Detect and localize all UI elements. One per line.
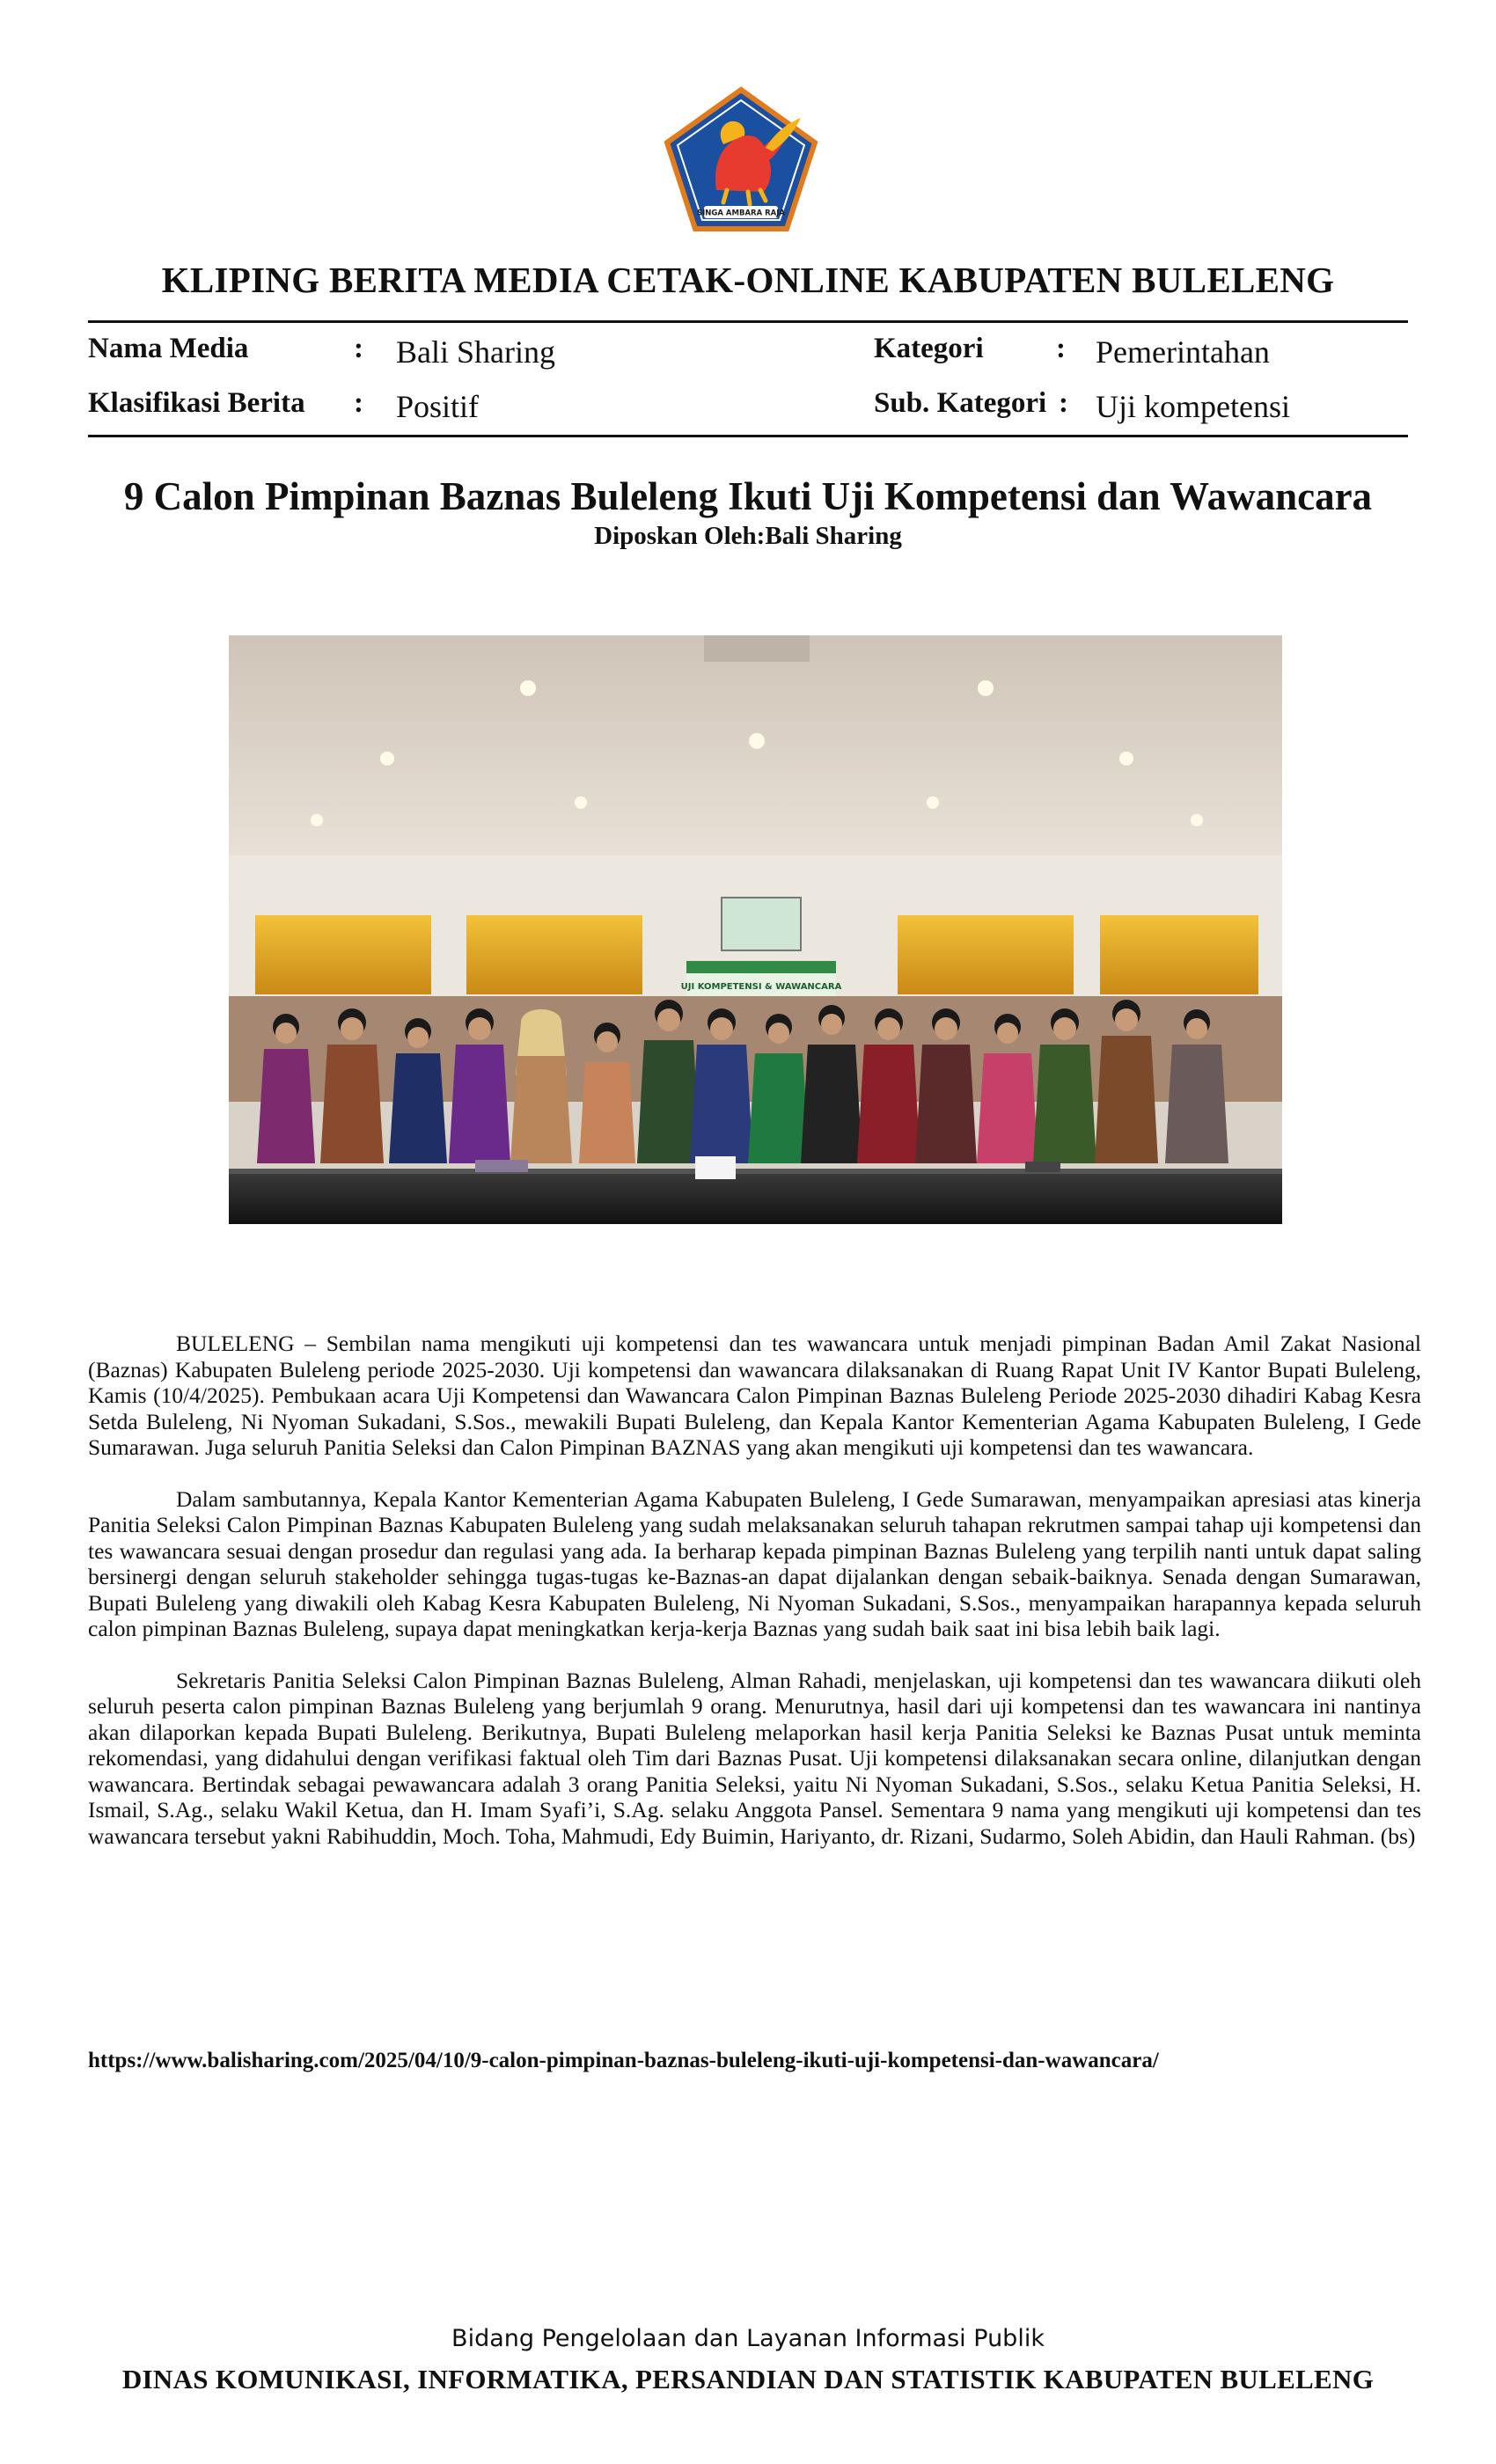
- meta-value-kategori: Pemerintahan: [1096, 334, 1270, 370]
- footer-agency: DINAS KOMUNIKASI, INFORMATIKA, PERSANDIAN DAN STATISTIK KABUPATEN BULELENG: [121, 2364, 1375, 2394]
- photo-banner-text: UJI KOMPETENSI & WAWANCARA: [680, 982, 842, 992]
- article-byline: Diposkan Oleh:Bali Sharing: [594, 522, 902, 550]
- meta-label-sub-kategori: Sub. Kategori: [874, 387, 1047, 419]
- article-body: [88, 1331, 1421, 1874]
- meta-value-sub-kategori: Uji kompetensi: [1096, 389, 1290, 424]
- meta-label-kategori: Kategori: [874, 333, 984, 364]
- meta-colon: :: [354, 387, 363, 419]
- divider-top: [88, 320, 1408, 323]
- meta-colon: :: [354, 333, 363, 364]
- meta-value-nama-media: Bali Sharing: [396, 334, 555, 370]
- source-url-link[interactable]: https://www.balisharing.com/2025/04/10/9-calon-pimpinan-baznas-buleleng-ikuti-uji-kompetensi-dan-wawancara/: [88, 2049, 1159, 2072]
- divider-bottom: [88, 435, 1408, 437]
- meta-colon: :: [1059, 387, 1068, 419]
- singa-ambara-raja-crest-icon: [662, 86, 820, 234]
- meta-colon: :: [1056, 333, 1066, 364]
- meta-value-klasifikasi: Positif: [396, 389, 480, 424]
- article-paragraph: Dalam sambutannya, Kepala Kantor Kementerian Agama Kabupaten Buleleng, I Gede Sumarawan, menyampaikan apresiasi atas kinerja Panitia Seleksi Calon Pimpinan Baznas Kabupaten Buleleng yang sudah melaksanakan seluruh tahapan rekrutmen sampai tahap uji kompetensi dan tes wawancara sesuai dengan prosedur dan regulasi yang ada. Ia berharap kepada pimpinan Baznas Buleleng yang terpilih nanti untuk dapat saling bersinergi dengan seluruh stakeholder sehingga tugas-tugas ke-Baznas-an dapat dijalankan dengan sebaik-baiknya. Senada dengan Sumarawan, Bupati Buleleng yang diwakili oleh Kabag Kesra Kabupaten Buleleng, Ni Nyoman Sukadani, S.Sos., menyampaikan harapannya kepada seluruh calon pimpinan Baznas Buleleng, supaya dapat meningkatkan kerja-kerja Baznas yang sudah baik saat ini bisa lebih baik lagi.: [88, 1485, 1421, 1641]
- article-paragraph: Sekretaris Panitia Seleksi Calon Pimpinan Baznas Buleleng, Alman Rahadi, menjelaskan, uji kompetensi dan tes wawancara diikuti oleh seluruh peserta calon pimpinan Baznas Buleleng yang berjumlah 9 orang. Menurutnya, hasil dari uji kompetensi dan tes wawancara ini nantinya akan dilaporkan kepada Bupati Buleleng. Berikutnya, Bupati Buleleng melaporkan hasil kerja Panitia Seleksi ke Baznas Pusat untuk meminta rekomendasi, yang didahului dengan verifikasi faktual oleh Tim dari Baznas Pusat. Uji kompetensi dilaksanakan secara online, dilanjutkan dengan wawancara. Bertindak sebagai pewawancara adalah 3 orang Panitia Seleksi, yaitu Ni Nyoman Sukadani, S.Sos., selaku Ketua Panitia Seleksi, H. Ismail, S.Ag., selaku Wakil Ketua, dan H. Imam Syafi’i, S.Ag. selaku Anggota Pansel. Sementara 9 nama yang mengikuti uji kompetensi dan tes wawancara tersebut yakni Rabihuddin, Moch. Toha, Mahmudi, Edy Buimin, Hariyanto, dr. Rizani, Sudarmo, Soleh Abidin, dan Hauli Rahman. (bs): [88, 1667, 1421, 1849]
- article-headline: 9 Calon Pimpinan Baznas Buleleng Ikuti Uji Kompetensi dan Wawancara: [123, 474, 1373, 518]
- meta-label-klasifikasi: Klasifikasi Berita: [88, 387, 305, 419]
- clipping-title: KLIPING BERITA MEDIA CETAK-ONLINE KABUPATEN BULELENG: [161, 260, 1335, 300]
- meta-label-nama-media: Nama Media: [88, 333, 249, 364]
- article-paragraph: BULELENG – Sembilan nama mengikuti uji kompetensi dan tes wawancara untuk menjadi pimpinan Badan Amil Zakat Nasional (Baznas) Kabupaten Buleleng periode 2025-2030. Uji kompetensi dan wawancara dilaksanakan di Ruang Rapat Unit IV Kantor Bupati Buleleng, Kamis (10/4/2025). Pembukaan acara Uji Kompetensi dan Wawancara Calon Pimpinan Baznas Buleleng Periode 2025-2030 dihadiri Kabag Kesra Setda Buleleng, Ni Nyoman Sukadani, S.Sos., mewakili Bupati Buleleng, dan Kepala Kantor Kementerian Agama Kabupaten Buleleng, I Gede Sumarawan. Juga seluruh Panitia Seleksi dan Calon Pimpinan BAZNAS yang akan mengikuti uji kompetensi dan tes wawancara.: [88, 1331, 1421, 1460]
- footer-unit: Bidang Pengelolaan dan Layanan Informasi Publik: [451, 2325, 1045, 2352]
- crest-motto: SINGA AMBARA RAJA: [697, 209, 785, 218]
- article-photo: [229, 635, 1282, 1224]
